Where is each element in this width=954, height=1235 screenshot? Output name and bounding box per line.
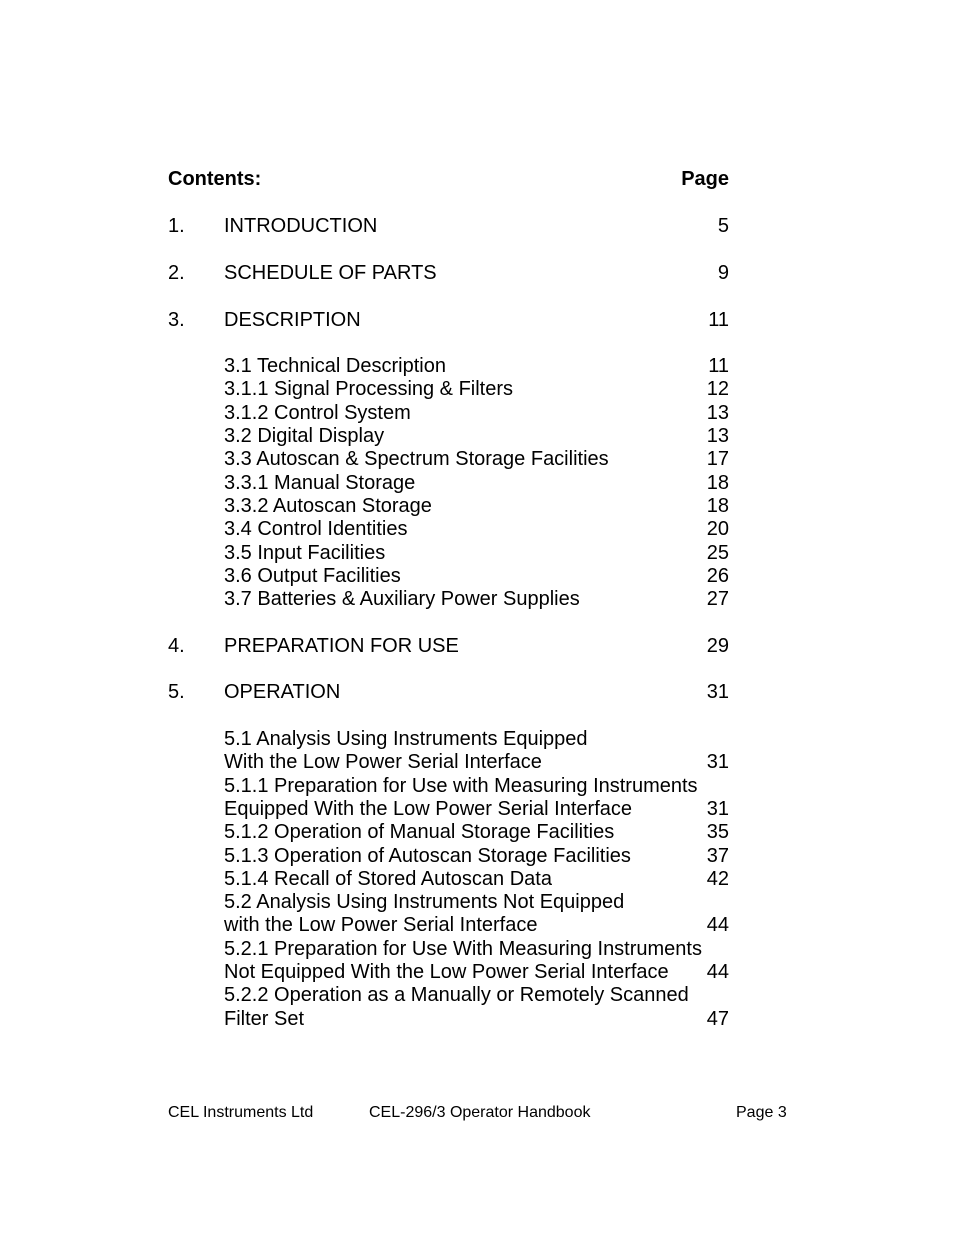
toc-entry — [168, 308, 729, 332]
toc-entry-title: 3.7 Batteries & Auxiliary Power Supplies — [224, 588, 580, 610]
toc-subentry — [168, 844, 729, 868]
toc-entry-title: 3.3.2 Autoscan Storage — [224, 495, 432, 517]
toc-subentry — [168, 867, 729, 891]
toc-subentry — [168, 727, 729, 751]
toc-entry-title: 5.2.1 Preparation for Use With Measuring Instruments — [224, 938, 702, 960]
toc-entry-page: 44 — [706, 914, 729, 936]
toc-subentry — [168, 564, 729, 588]
toc-entry-page: 18 — [706, 495, 729, 517]
toc-entry — [168, 214, 729, 238]
toc-subentry — [168, 424, 729, 448]
toc-entry-title: 5.2 Analysis Using Instruments Not Equipped — [224, 891, 625, 913]
toc-entry-title: INTRODUCTION — [224, 215, 378, 237]
toc-entry-title: 3.1.1 Signal Processing & Filters — [224, 378, 514, 400]
toc-subentry — [168, 890, 729, 914]
toc-entry-title: 3.3 Autoscan & Spectrum Storage Facilities — [224, 448, 609, 470]
toc-subentry — [168, 774, 729, 798]
toc-entry-title: with the Low Power Serial Interface — [224, 914, 538, 936]
toc-subentry — [168, 377, 729, 401]
contents-label: Contents: — [168, 168, 262, 190]
toc-entry-title: 3.4 Control Identities — [224, 518, 408, 540]
toc-entry-page: 11 — [708, 309, 729, 331]
toc-entry-page: 13 — [706, 425, 729, 447]
toc-subentry — [168, 797, 729, 821]
toc-entry-title: 5.1.1 Preparation for Use with Measuring Instruments — [224, 775, 698, 797]
toc-entry-page: 5 — [717, 215, 729, 237]
toc-entry-page: 42 — [706, 868, 729, 890]
toc-entry-title: 5.2.2 Operation as a Manually or Remotely Scanned — [224, 984, 689, 1006]
toc-entry-page: 20 — [706, 518, 729, 540]
toc-subentry — [168, 354, 729, 378]
toc-subentry — [168, 983, 729, 1007]
toc-entry-title: 5.1.4 Recall of Stored Autoscan Data — [224, 868, 552, 890]
toc-subentry — [168, 1007, 729, 1031]
toc-entry — [168, 261, 729, 285]
toc-entry-title: Not Equipped With the Low Power Serial Interface — [224, 961, 669, 983]
table-of-contents — [168, 0, 729, 1235]
toc-entry-number: 5. — [168, 681, 185, 703]
toc-entry-number: 3. — [168, 309, 185, 331]
toc-entry-page: 29 — [706, 635, 729, 657]
toc-entry-page: 31 — [706, 751, 729, 773]
toc-entry-page: 11 — [708, 355, 729, 377]
page-column-label: Page — [681, 168, 729, 190]
toc-entry-page: 44 — [706, 961, 729, 983]
toc-subentry — [168, 960, 729, 984]
toc-subentry — [168, 494, 729, 518]
toc-entry-title: 3.6 Output Facilities — [224, 565, 401, 587]
toc-entry-title: PREPARATION FOR USE — [224, 635, 459, 657]
toc-entry-page: 25 — [706, 542, 729, 564]
toc-subentry — [168, 471, 729, 495]
toc-entry-page: 17 — [706, 448, 729, 470]
toc-entry-page: 47 — [706, 1008, 729, 1030]
toc-subentry — [168, 937, 729, 961]
toc-entry-title: With the Low Power Serial Interface — [224, 751, 542, 773]
toc-entry-page: 31 — [706, 681, 729, 703]
toc-entry-title: SCHEDULE OF PARTS — [224, 262, 437, 284]
toc-entry-number: 1. — [168, 215, 185, 237]
toc-subentry — [168, 587, 729, 611]
toc-subentry — [168, 750, 729, 774]
footer-page-number: Page 3 — [736, 1104, 787, 1121]
toc-entry-title: DESCRIPTION — [224, 309, 361, 331]
toc-entry-page: 12 — [706, 378, 729, 400]
toc-entry-title: Filter Set — [224, 1008, 305, 1030]
toc-entry — [168, 634, 729, 658]
toc-entry — [168, 680, 729, 704]
footer-document-title: CEL-296/3 Operator Handbook — [369, 1104, 591, 1121]
toc-entry-page: 13 — [706, 402, 729, 424]
toc-entry-title: 5.1.3 Operation of Autoscan Storage Facilities — [224, 845, 631, 867]
toc-entry-title: OPERATION — [224, 681, 341, 703]
toc-entry-page: 26 — [706, 565, 729, 587]
toc-entry-title: 3.2 Digital Display — [224, 425, 385, 447]
toc-subentry — [168, 541, 729, 565]
toc-entry-title: 5.1.2 Operation of Manual Storage Facilities — [224, 821, 615, 843]
toc-entry-title: 5.1 Analysis Using Instruments Equipped — [224, 728, 588, 750]
toc-entry-number: 2. — [168, 262, 185, 284]
toc-entry-page: 31 — [706, 798, 729, 820]
toc-entry-title: 3.1.2 Control System — [224, 402, 411, 424]
toc-subentry — [168, 447, 729, 471]
toc-subentry — [168, 913, 729, 937]
toc-entry-title: 3.5 Input Facilities — [224, 542, 386, 564]
toc-entry-title: Equipped With the Low Power Serial Interface — [224, 798, 632, 820]
toc-entry-page: 18 — [706, 472, 729, 494]
toc-entry-title: 3.3.1 Manual Storage — [224, 472, 416, 494]
footer-company: CEL Instruments Ltd — [168, 1104, 314, 1121]
toc-subentry — [168, 401, 729, 425]
toc-subentry — [168, 820, 729, 844]
toc-entry-page: 37 — [706, 845, 729, 867]
toc-entry-number: 4. — [168, 635, 185, 657]
toc-entry-page: 9 — [717, 262, 729, 284]
toc-entry-page: 35 — [706, 821, 729, 843]
toc-entry-page: 27 — [706, 588, 729, 610]
toc-subentry — [168, 517, 729, 541]
toc-entry-title: 3.1 Technical Description — [224, 355, 446, 377]
